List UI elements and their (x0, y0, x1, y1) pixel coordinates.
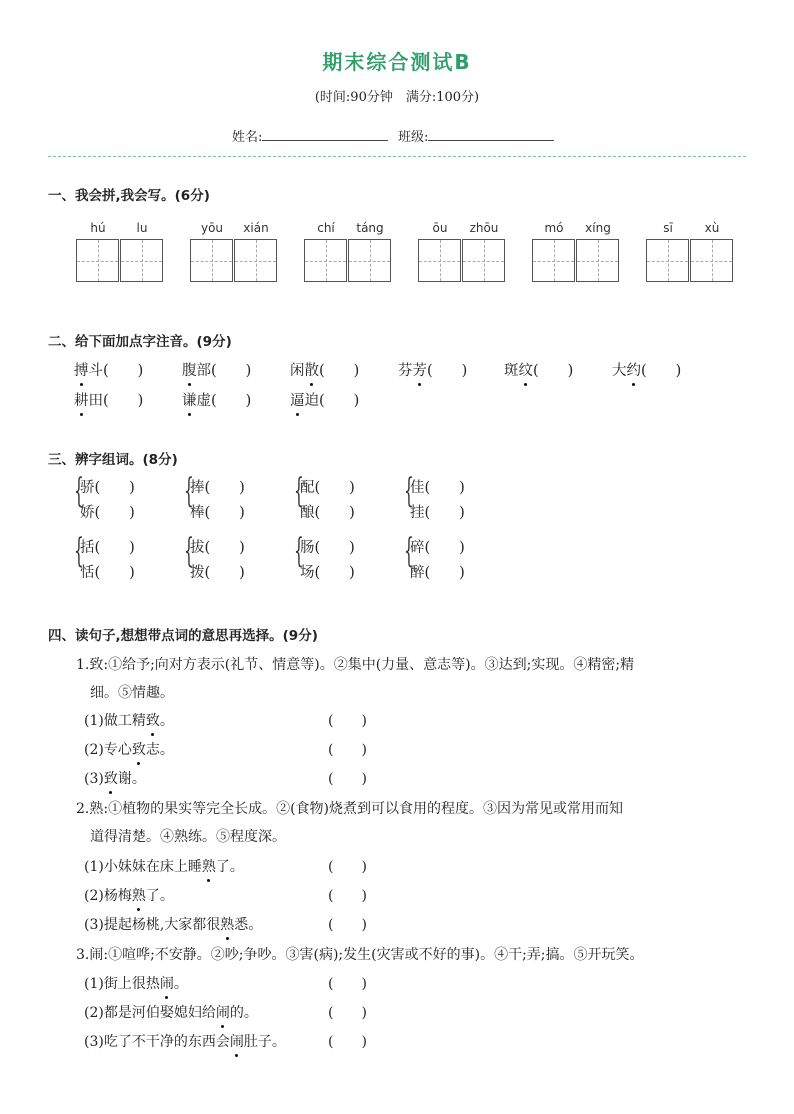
pronunciation-item (182, 389, 251, 410)
dotted-char: 腹 (182, 363, 197, 379)
dotted-char: 散 (304, 363, 319, 379)
pronunciation-item (182, 359, 251, 380)
dotted-char: 闹 (215, 1005, 230, 1021)
dotted-char: 逼 (290, 393, 305, 409)
question-item (84, 914, 262, 934)
pronunciation-item (290, 359, 359, 380)
dotted-char: 熟 (220, 917, 235, 933)
item-text-pre: (3) (84, 771, 104, 787)
q2-definition-cont: 道得清楚。④熟练。⑤程度深。 (90, 829, 286, 845)
pinyin-label: zhōu (469, 221, 499, 235)
class-label: 班级: (398, 130, 429, 145)
question-item (84, 1031, 286, 1051)
question-item (84, 710, 174, 730)
dotted-char: 搏 (74, 363, 89, 379)
class-blank[interactable] (428, 128, 554, 141)
pinyin-label: xián (243, 221, 269, 235)
item-text-post: 。 (173, 976, 188, 992)
pinyin-label: chí (317, 221, 335, 235)
brace-symbol: { (184, 531, 194, 571)
class-field[interactable] (398, 126, 554, 145)
dotted-char: 熟 (131, 888, 146, 904)
word-group-entry: 佳( ) (410, 480, 465, 496)
dotted-char: 闹 (229, 1034, 244, 1050)
word-group-entry: 恬( ) (80, 565, 135, 581)
word-group-entry: 括( ) (80, 540, 135, 556)
answer-paren[interactable]: ( ) (328, 1005, 367, 1021)
writing-grid-cell[interactable] (304, 239, 347, 282)
section-3-title: 三、辨字组词。(8分) (48, 452, 178, 468)
item-text-pre: (1)做工精 (84, 713, 146, 729)
brace-symbol: { (184, 471, 194, 511)
word-group-entry: 棒( ) (190, 505, 245, 521)
item-text-pre: 闲 (290, 363, 305, 379)
item-text-post: 了。 (215, 859, 244, 875)
item-text-post: 谢。 (117, 771, 146, 787)
writing-grid-cell[interactable] (690, 239, 733, 282)
writing-grid-cell[interactable] (76, 239, 119, 282)
item-text-pre: (2)专心 (84, 742, 132, 758)
item-text-post: 。 (159, 713, 174, 729)
dotted-char: 致 (131, 742, 146, 758)
word-group-entry: 碎( ) (410, 540, 465, 556)
item-text-pre: (3)提起杨桃,大家都很 (84, 917, 221, 933)
item-text-post: ( ) (641, 363, 682, 379)
question-item (84, 885, 174, 905)
word-group-entry: 配( ) (300, 480, 355, 496)
section-4-title: 四、读句子,想想带点词的意思再选择。(9分) (48, 628, 318, 644)
writing-grid-cell[interactable] (348, 239, 391, 282)
writing-grid-cell[interactable] (418, 239, 461, 282)
writing-grid-cell[interactable] (462, 239, 505, 282)
writing-grid-cell[interactable] (532, 239, 575, 282)
item-text-pre: (3)吃了不干净的东西会 (84, 1034, 230, 1050)
pronunciation-item (74, 359, 143, 380)
writing-grid-cell[interactable] (234, 239, 277, 282)
item-text-post: 悉。 (234, 917, 263, 933)
item-text-pre: 大 (612, 363, 627, 379)
pinyin-label: táng (356, 221, 384, 235)
answer-paren[interactable]: ( ) (328, 771, 367, 787)
dotted-char: 纹 (518, 363, 533, 379)
word-group-entry: 挂( ) (410, 505, 465, 521)
brace-symbol: { (74, 471, 84, 511)
answer-paren[interactable]: ( ) (328, 1034, 367, 1050)
pronunciation-item (504, 359, 573, 380)
dotted-char: 熟 (201, 859, 216, 875)
brace-symbol: { (404, 471, 414, 511)
exam-info: (时间:90分钟 满分:100分) (314, 90, 480, 105)
name-label: 姓名: (232, 130, 263, 145)
word-group-entry: 骄( ) (80, 480, 135, 496)
answer-paren[interactable]: ( ) (328, 713, 367, 729)
question-item (84, 739, 174, 759)
brace-symbol: { (294, 471, 304, 511)
item-text-post: 的。 (229, 1005, 258, 1021)
page-title: 期末综合测试B (322, 50, 472, 74)
pinyin-label: xíng (585, 221, 611, 235)
item-text-post: 部( ) (196, 363, 252, 379)
dotted-char: 芳 (412, 363, 427, 379)
q3-definition: 3.闹:①喧哗;不安静。②吵;争吵。③害(病);发生(灾害或不好的事)。④干;弄;搞。⑤开玩笑。 (76, 947, 644, 963)
pronunciation-item (290, 389, 359, 410)
name-blank[interactable] (262, 128, 388, 141)
answer-paren[interactable]: ( ) (328, 859, 367, 875)
item-text-post: 田( ) (88, 393, 144, 409)
item-text-post: ( ) (319, 363, 360, 379)
pronunciation-item (612, 359, 681, 380)
dotted-char: 致 (103, 771, 118, 787)
item-text-post: ( ) (533, 363, 574, 379)
item-text-pre: (1)街上很热 (84, 976, 160, 992)
answer-paren[interactable]: ( ) (328, 742, 367, 758)
item-text-pre: (2)都是河伯娶媳妇给 (84, 1005, 216, 1021)
question-item (84, 1002, 258, 1022)
pinyin-label: sī (663, 221, 673, 235)
writing-grid-cell[interactable] (190, 239, 233, 282)
item-text-pre: 斑 (504, 363, 519, 379)
answer-paren[interactable]: ( ) (328, 976, 367, 992)
word-group-entry: 捧( ) (190, 480, 245, 496)
brace-symbol: { (404, 531, 414, 571)
item-text-post: 迫( ) (304, 393, 360, 409)
q2-definition: 2.熟:①植物的果实等完全长成。②(食物)烧煮到可以食用的程度。③因为常见或常用而知 (76, 801, 623, 817)
dotted-char: 约 (626, 363, 641, 379)
word-group-entry: 拔( ) (190, 540, 245, 556)
writing-grid-cell[interactable] (576, 239, 619, 282)
item-text-pre: (2)杨梅 (84, 888, 132, 904)
word-group-entry: 娇( ) (80, 505, 135, 521)
section-1-title: 一、我会拼,我会写。(6分) (48, 188, 210, 204)
question-item (84, 768, 146, 788)
pinyin-label: yōu (200, 221, 224, 235)
item-text-post: 斗( ) (88, 363, 144, 379)
pronunciation-item (398, 359, 467, 380)
item-text-pre: 芬 (398, 363, 413, 379)
item-text-post: 肚子。 (243, 1034, 286, 1050)
word-group-entry: 醉( ) (410, 565, 465, 581)
pronunciation-item (74, 389, 143, 410)
item-text-post: ( ) (427, 363, 468, 379)
pinyin-label: lu (136, 221, 148, 235)
pinyin-label: mó (544, 221, 564, 235)
dotted-char: 谦 (182, 393, 197, 409)
answer-paren[interactable]: ( ) (328, 888, 367, 904)
q1-definition: 1.致:①给予;向对方表示(礼节、情意等)。②集中(力量、意志等)。③达到;实现。④精密;精 (76, 657, 635, 673)
item-text-pre: (1)小妹妹在床上睡 (84, 859, 202, 875)
writing-grid-cell[interactable] (120, 239, 163, 282)
word-group-entry: 场( ) (300, 565, 355, 581)
brace-symbol: { (74, 531, 84, 571)
item-text-post: 志。 (145, 742, 174, 758)
dotted-char: 耕 (74, 393, 89, 409)
dotted-char: 闹 (159, 976, 174, 992)
dotted-char: 致 (145, 713, 160, 729)
writing-grid-cell[interactable] (646, 239, 689, 282)
brace-symbol: { (294, 531, 304, 571)
pinyin-label: hú (90, 221, 106, 235)
answer-paren[interactable]: ( ) (328, 917, 367, 933)
question-item (84, 973, 188, 993)
question-item (84, 856, 244, 876)
q1-definition-cont: 细。⑤情趣。 (90, 685, 174, 701)
header-divider (48, 156, 746, 157)
pinyin-label: xù (704, 221, 720, 235)
item-text-post: 了。 (145, 888, 174, 904)
section-2-title: 二、给下面加点字注音。(9分) (48, 334, 232, 350)
name-field[interactable] (232, 126, 388, 145)
pinyin-label: ōu (432, 221, 448, 235)
word-group-entry: 拨( ) (190, 565, 245, 581)
word-group-entry: 肠( ) (300, 540, 355, 556)
item-text-post: 虚( ) (196, 393, 252, 409)
word-group-entry: 酿( ) (300, 505, 355, 521)
